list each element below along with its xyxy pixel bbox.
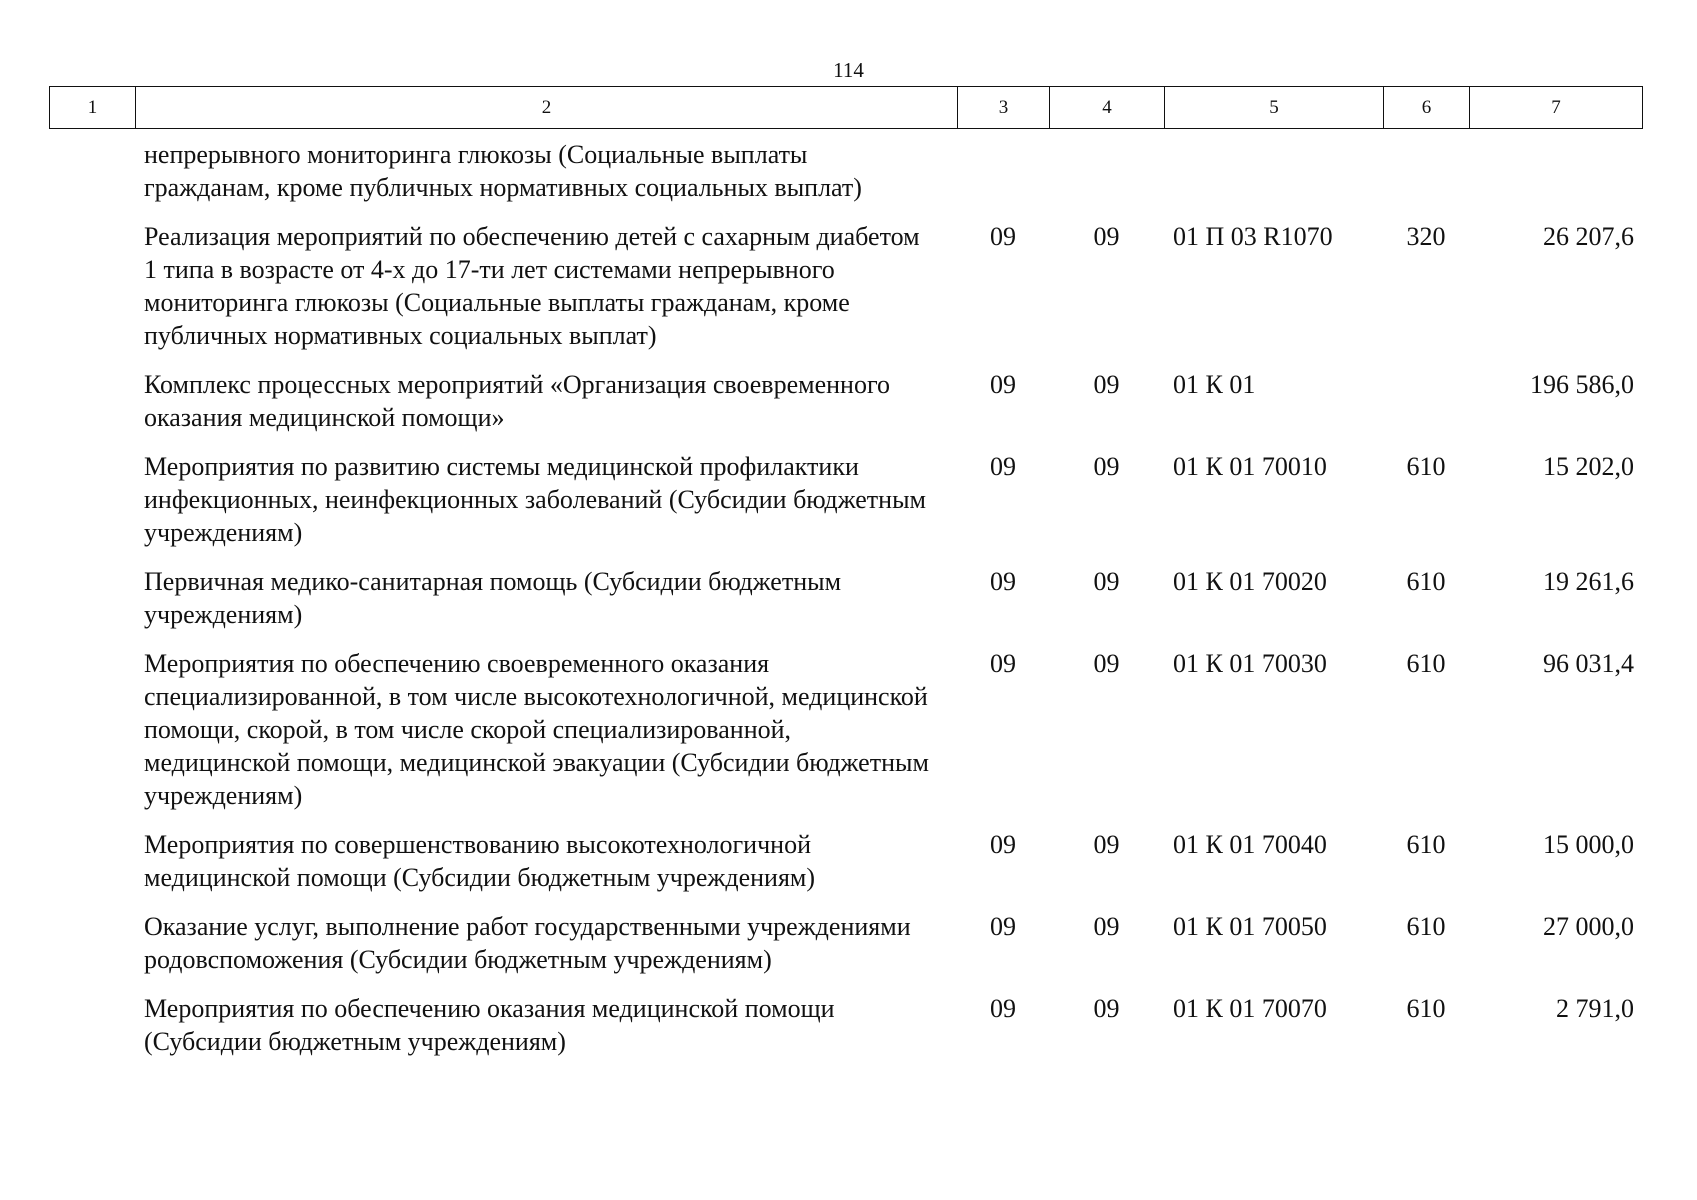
table-row xyxy=(49,828,1642,910)
table-row xyxy=(49,450,1642,565)
row-target-article: 01 К 01 70030 xyxy=(1173,649,1327,678)
row-amount: 96 031,4 xyxy=(1543,649,1634,678)
table-row xyxy=(49,647,1642,828)
row-section: 09 xyxy=(990,567,1016,596)
row-subsection: 09 xyxy=(1093,370,1120,399)
row-subsection: 09 xyxy=(1093,649,1120,678)
row-expense-type: 610 xyxy=(1406,567,1446,596)
row-amount: 19 261,6 xyxy=(1543,567,1634,596)
row-target-article: 01 К 01 70020 xyxy=(1173,567,1327,596)
row-target-article: 01 К 01 70010 xyxy=(1173,452,1327,481)
row-expense-type: 320 xyxy=(1406,222,1446,251)
row-subsection: 09 xyxy=(1093,912,1120,941)
table-row xyxy=(49,565,1642,647)
header-row xyxy=(50,87,1643,129)
row-target-article: 01 К 01 70040 xyxy=(1173,830,1327,859)
table-row xyxy=(49,368,1642,450)
header-col-3: 3 xyxy=(958,87,1050,129)
row-amount: 196 586,0 xyxy=(1530,370,1634,399)
row-subsection: 09 xyxy=(1093,567,1120,596)
table-row xyxy=(49,910,1642,992)
row-section: 09 xyxy=(990,649,1016,678)
row-name: Мероприятия по обеспечению оказания медицинской помощи (Субсидии бюджетным учреждениям) xyxy=(144,994,835,1056)
row-subsection: 09 xyxy=(1093,830,1120,859)
row-expense-type: 610 xyxy=(1406,994,1446,1023)
row-subsection: 09 xyxy=(1093,994,1120,1023)
row-section: 09 xyxy=(990,222,1016,251)
row-name: Первичная медико-санитарная помощь (Субсидии бюджетным учреждениям) xyxy=(144,567,842,629)
page-number: 114 xyxy=(833,58,864,82)
row-name: Комплекс процессных мероприятий «Организация своевременного оказания медицинской помощи» xyxy=(144,370,890,432)
header-col-6: 6 xyxy=(1384,87,1470,129)
row-expense-type: 610 xyxy=(1406,912,1446,941)
row-section: 09 xyxy=(990,452,1016,481)
row-amount: 26 207,6 xyxy=(1543,222,1634,251)
header-col-7: 7 xyxy=(1470,87,1643,129)
row-name: Реализация мероприятий по обеспечению детей с сахарным диабетом 1 типа в возрасте от 4-х до 17-ти лет системами непрерывного мониторинга глюкозы (Социальные выплаты гражданам, кроме публичных нормативных социальных выплат) xyxy=(144,222,920,350)
row-subsection: 09 xyxy=(1093,452,1120,481)
row-amount: 15 202,0 xyxy=(1543,452,1634,481)
continuation-text: непрерывного мониторинга глюкозы (Социальные выплаты гражданам, кроме публичных нормативных социальных выплат) xyxy=(144,140,862,202)
column-number-header xyxy=(49,86,1643,129)
row-amount: 2 791,0 xyxy=(1556,994,1634,1023)
header-col-4: 4 xyxy=(1050,87,1165,129)
header-col-5: 5 xyxy=(1165,87,1384,129)
header-col-2: 2 xyxy=(136,87,958,129)
row-expense-type: 610 xyxy=(1406,830,1446,859)
continuation-row xyxy=(49,138,1642,220)
row-section: 09 xyxy=(990,370,1016,399)
row-target-article: 01 П 03 R1070 xyxy=(1173,222,1333,251)
row-name: Оказание услуг, выполнение работ государственными учреждениями родовспоможения (Субсидии бюджетным учреждениям) xyxy=(144,912,911,974)
row-name: Мероприятия по совершенствованию высокотехнологичной медицинской помощи (Субсидии бюджетным учреждениям) xyxy=(144,830,816,892)
header-col-1: 1 xyxy=(50,87,136,129)
row-expense-type xyxy=(1383,368,1469,450)
table-row xyxy=(49,992,1642,1074)
row-subsection: 09 xyxy=(1093,222,1120,251)
budget-table xyxy=(49,138,1642,1074)
row-expense-type: 610 xyxy=(1406,649,1446,678)
row-target-article: 01 К 01 xyxy=(1173,370,1256,399)
row-name: Мероприятия по обеспечению своевременного оказания специализированной, в том числе высокотехнологичной, медицинской помощи, скорой, в том числе скорой специализированной, медицинской помощи, медицинской эвакуации (Субсидии бюджетным учреждениям) xyxy=(144,649,929,810)
row-expense-type: 610 xyxy=(1406,452,1446,481)
row-amount: 27 000,0 xyxy=(1543,912,1634,941)
row-target-article: 01 К 01 70070 xyxy=(1173,994,1327,1023)
row-section: 09 xyxy=(990,994,1016,1023)
row-section: 09 xyxy=(990,830,1016,859)
row-target-article: 01 К 01 70050 xyxy=(1173,912,1327,941)
row-name: Мероприятия по развитию системы медицинской профилактики инфекционных, неинфекционных заболеваний (Субсидии бюджетным учреждениям) xyxy=(144,452,926,547)
row-amount: 15 000,0 xyxy=(1543,830,1634,859)
row-section: 09 xyxy=(990,912,1016,941)
table-row xyxy=(49,220,1642,368)
